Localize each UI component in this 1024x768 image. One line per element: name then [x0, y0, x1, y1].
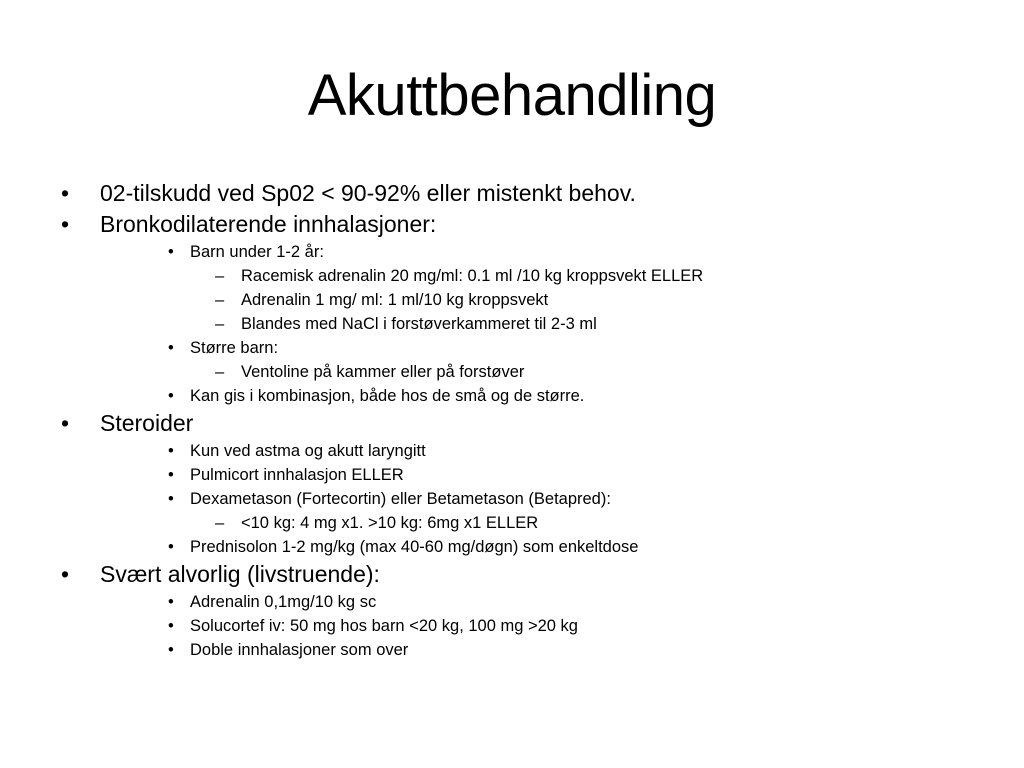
bullet-marker: • [61, 211, 70, 237]
dash-marker: – [215, 291, 225, 309]
bullet-item-level-3 [0, 288, 1024, 312]
bullet-text: Steroider [100, 410, 194, 436]
bullet-text: Kun ved astma og akutt laryngitt [190, 442, 426, 460]
bullet-text: Dexametason (Fortecortin) eller Betametason (Betapred): [190, 490, 611, 508]
bullet-text: Ventoline på kammer eller på forstøver [241, 363, 525, 381]
bullet-text: Adrenalin 0,1mg/10 kg sc [190, 593, 377, 611]
bullet-text: Solucortef iv: 50 mg hos barn <20 kg, 100 mg >20 kg [190, 617, 578, 635]
dash-marker: – [215, 315, 225, 333]
bullet-marker: • [168, 466, 174, 484]
bullet-marker: • [61, 180, 70, 206]
bullet-item-level-2 [0, 614, 1024, 638]
bullet-item-level-2 [0, 590, 1024, 614]
bullet-text: 02-tilskudd ved Sp02 < 90-92% eller mistenkt behov. [100, 180, 636, 206]
slide-title: Akuttbehandling [307, 63, 717, 128]
bullet-item-level-1 [0, 408, 1024, 439]
bullet-item-level-1 [0, 178, 1024, 209]
dash-marker: – [215, 363, 225, 381]
bullet-text: Pulmicort innhalasjon ELLER [190, 466, 404, 484]
bullet-item-level-1 [0, 209, 1024, 240]
bullet-item-level-2 [0, 439, 1024, 463]
bullet-item-level-2 [0, 240, 1024, 264]
bullet-marker: • [168, 387, 174, 405]
bullet-item-level-3 [0, 360, 1024, 384]
bullet-list [0, 178, 1024, 662]
bullet-item-level-2 [0, 336, 1024, 360]
bullet-marker: • [168, 243, 174, 261]
bullet-text: Adrenalin 1 mg/ ml: 1 ml/10 kg kroppsvekt [241, 291, 549, 309]
bullet-item-level-3 [0, 312, 1024, 336]
bullet-item-level-3 [0, 511, 1024, 535]
bullet-text: Blandes med NaCl i forstøverkammeret til 2-3 ml [241, 315, 597, 333]
bullet-text: Kan gis i kombinasjon, både hos de små og de større. [190, 387, 585, 405]
dash-marker: – [215, 514, 225, 532]
bullet-item-level-2 [0, 535, 1024, 559]
bullet-text: Svært alvorlig (livstruende): [100, 561, 380, 587]
bullet-text: Barn under 1-2 år: [190, 243, 324, 261]
bullet-marker: • [61, 410, 70, 436]
bullet-text: Bronkodilaterende innhalasjoner: [100, 211, 437, 237]
bullet-text: Prednisolon 1-2 mg/kg (max 40-60 mg/døgn) som enkeltdose [190, 538, 639, 556]
bullet-text: Doble innhalasjoner som over [190, 641, 409, 659]
bullet-item-level-2 [0, 463, 1024, 487]
dash-marker: – [215, 267, 225, 285]
bullet-marker: • [168, 339, 174, 357]
bullet-marker: • [168, 593, 174, 611]
bullet-item-level-2 [0, 638, 1024, 662]
bullet-marker: • [168, 641, 174, 659]
bullet-item-level-2 [0, 487, 1024, 511]
bullet-item-level-2 [0, 384, 1024, 408]
bullet-text: Større barn: [190, 339, 279, 357]
bullet-item-level-1 [0, 559, 1024, 590]
bullet-marker: • [168, 538, 174, 556]
bullet-marker: • [168, 490, 174, 508]
bullet-text: <10 kg: 4 mg x1. >10 kg: 6mg x1 ELLER [241, 514, 539, 532]
bullet-marker: • [168, 617, 174, 635]
bullet-item-level-3 [0, 264, 1024, 288]
bullet-marker: • [168, 442, 174, 460]
bullet-text: Racemisk adrenalin 20 mg/ml: 0.1 ml /10 kg kroppsvekt ELLER [241, 267, 704, 285]
bullet-marker: • [61, 561, 70, 587]
